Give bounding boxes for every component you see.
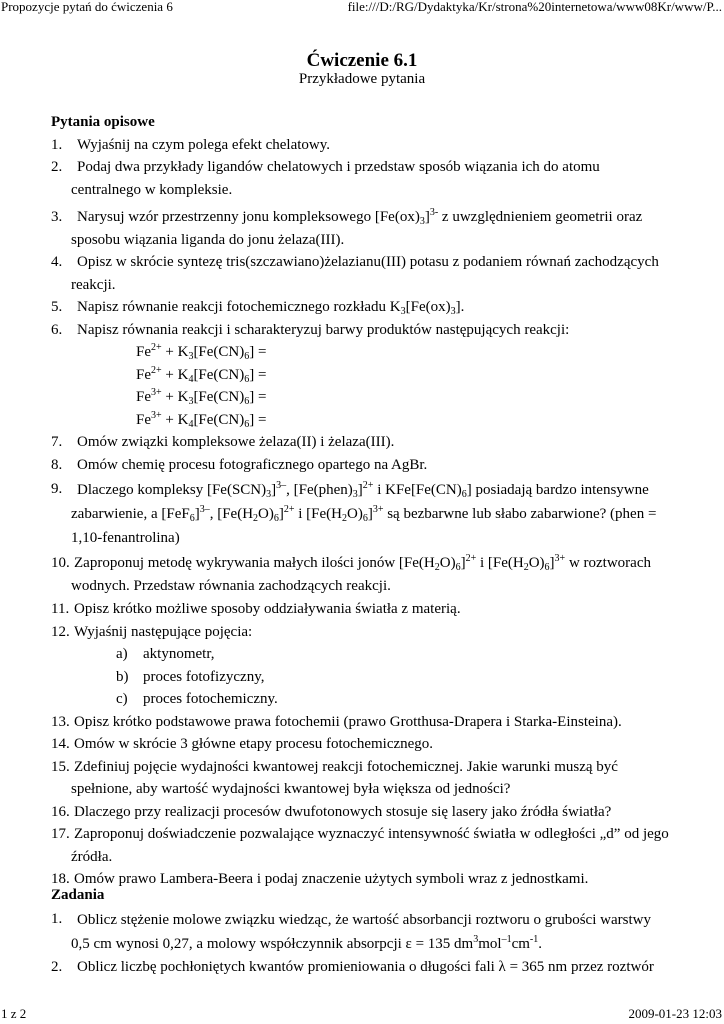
question-6	[51, 319, 671, 342]
question-12	[51, 621, 671, 644]
question-16	[51, 801, 671, 824]
task-number: 1.	[51, 910, 63, 927]
question-7	[51, 431, 671, 454]
reaction-equation: $Fe^{3+} + K_4[Fe(CN)_6]$ =	[136, 409, 267, 430]
question-number: 5.	[51, 299, 63, 315]
question-text: Dlaczego przy realizacji procesów dwufotonowych stosuje się lasery jako źródła światła?	[74, 803, 612, 820]
question-text: Opisz w skrócie syntezę tris(szczawiano)żelazianu(III) potasu z podaniem równań zachodzących reakcji.	[71, 254, 659, 293]
reaction-equation: $Fe^{2+} + K_3[Fe(CN)_6]$ =	[136, 342, 267, 362]
task-text: Oblicz liczbę pochłoniętych kwantów promieniowania o długości fali λ = 365 nm przez roztwór	[77, 958, 654, 975]
question-text: Zaproponuj doświadczenie pozwalające wyznaczyć intensywność światła w odległości „d” od jego źródła.	[71, 826, 669, 865]
question-text: Omów związki kompleksowe żelaza(II) i żelaza(III).	[77, 434, 395, 450]
question-text: Opisz krótko podstawowe prawa fotochemii (prawo Grotthusa-Drapera i Starka-Einsteina).	[74, 713, 622, 730]
question-text: Narysuj wzór przestrzenny jonu kompleksowego $[Fe(ox)_3]^{3-}$ z uwzględnieniem geometrii oraz sposobu wiązania liganda do jonu żelaza(III).	[71, 207, 643, 248]
question-text: Wyjaśnij następujące pojęcia:	[74, 623, 253, 640]
task-2	[51, 956, 671, 979]
question-text: Wyjaśnij na czym polega efekt chelatowy.	[77, 136, 331, 153]
question-text: Dlaczego kompleksy $[Fe(SCN)_3]^{3-}$, $[Fe(phen)_3]^{2+}$ i $KFe[Fe(CN)_6]$ posiadają bardzo intensywne zabarwienie, a $[FeF_6]^{3-}$, $[Fe(H_2O)_6]^{2+}$ i $[Fe(H_2O)_6]^{3+}$ są bezbarwne lub słabo zabarwione? (phen = 1,10-fenantrolina)	[71, 480, 657, 546]
question-text: Zdefiniuj pojęcie wydajności kwantowej reakcji fotochemicznej. Jakie warunki muszą być spełnione, aby wartość wydajności kwantowej była większa od jedności?	[71, 758, 618, 797]
question-number: 15.	[51, 758, 70, 775]
section-descriptive	[51, 111, 671, 891]
page-header-title: Propozycje pytań do ćwiczenia 6	[1, 0, 173, 14]
question-number: 8.	[51, 456, 63, 473]
question-number: 12.	[51, 623, 70, 640]
question-text: Omów chemię procesu fotograficznego opartego na AgBr.	[77, 456, 428, 473]
question-number: 3.	[51, 209, 63, 225]
question-number: 18.	[51, 871, 70, 887]
question-8	[51, 454, 671, 477]
question-text: Zaproponuj metodę wykrywania małych ilości jonów $[Fe(H_2O)_6]^{2+}$ i $[Fe(H_2O)_6]^{3+}$ w roztworach wodnych. Przedstaw równania zachodzących reakcji.	[71, 553, 651, 594]
sub-item-c: c) proces fotochemiczny.	[116, 691, 278, 707]
question-text: Omów w skrócie 3 główne etapy procesu fotochemicznego.	[74, 736, 434, 752]
question-text: Omów prawo Lambera-Beera i podaj znaczenie użytych symboli wraz z jednostkami.	[74, 871, 589, 887]
task-1	[51, 908, 671, 956]
question-3	[51, 206, 671, 251]
question-9	[51, 478, 671, 550]
question-number: 6.	[51, 321, 63, 338]
document-subtitle: Przykładowe pytania	[298, 71, 426, 87]
question-text: Opisz krótko możliwe sposoby oddziaływania światła z materią.	[74, 601, 461, 617]
question-number: 13.	[51, 713, 70, 730]
question-text: Napisz równanie reakcji fotochemicznego rozkładu $K_3[Fe(ox)_3]$.	[77, 299, 465, 317]
question-number: 16.	[51, 803, 70, 820]
section-heading: Zadania	[51, 887, 105, 903]
question-17	[51, 823, 671, 868]
question-text: Podaj dwa przykłady ligandów chelatowych i przedstaw sposób wiązania ich do atomu centralnego w kompleksie.	[71, 159, 600, 198]
question-1	[51, 134, 671, 157]
section-tasks	[51, 884, 671, 978]
question-10	[51, 552, 671, 598]
question-text: Napisz równania reakcji i scharakteryzuj barwy produktów następujących reakcji:	[77, 321, 570, 338]
question-number: 4.	[51, 254, 63, 270]
question-5	[51, 296, 671, 319]
section-heading: Pytania opisowe	[51, 114, 155, 130]
question-number: 2.	[51, 159, 63, 175]
page-footer-datetime: 2009-01-23 12:03	[628, 1006, 722, 1021]
page-footer-page-number: 1 z 2	[1, 1006, 27, 1021]
question-number: 10.	[51, 555, 70, 571]
question-4	[51, 251, 671, 296]
sub-item-a: a) aktynometr,	[116, 646, 215, 662]
question-number: 11.	[51, 601, 70, 617]
question-number: 14.	[51, 736, 70, 752]
document-title: Ćwiczenie 6.1	[306, 50, 418, 71]
question-number: 7.	[51, 434, 63, 450]
reaction-equation: $Fe^{3+} + K_3[Fe(CN)_6]$ =	[136, 387, 267, 407]
question-2	[51, 156, 671, 201]
task-text: Oblicz stężenie molowe związku wiedząc, że wartość absorbancji roztworu o grubości warstwy 0,5 cm wynosi 0,27, a molowy współczynnik absorpcji ε = 135 $dm^3mol^{-1}cm^{-1}$.	[71, 911, 651, 952]
sub-item-b: b) proces fotofizyczny,	[116, 668, 265, 685]
page-header-url: file:///D:/RG/Dydaktyka/Kr/strona%20internetowa/www08Kr/www/P...	[347, 0, 722, 14]
question-14	[51, 733, 671, 756]
question-15	[51, 756, 671, 801]
question-13	[51, 711, 671, 734]
question-number: 9.	[51, 481, 63, 497]
question-number: 1.	[51, 136, 63, 153]
reaction-equation: $Fe^{2+} + K_4[Fe(CN)_6]$ =	[136, 364, 267, 385]
task-number: 2.	[51, 958, 63, 975]
question-number: 17.	[51, 826, 70, 842]
question-11	[51, 598, 671, 621]
